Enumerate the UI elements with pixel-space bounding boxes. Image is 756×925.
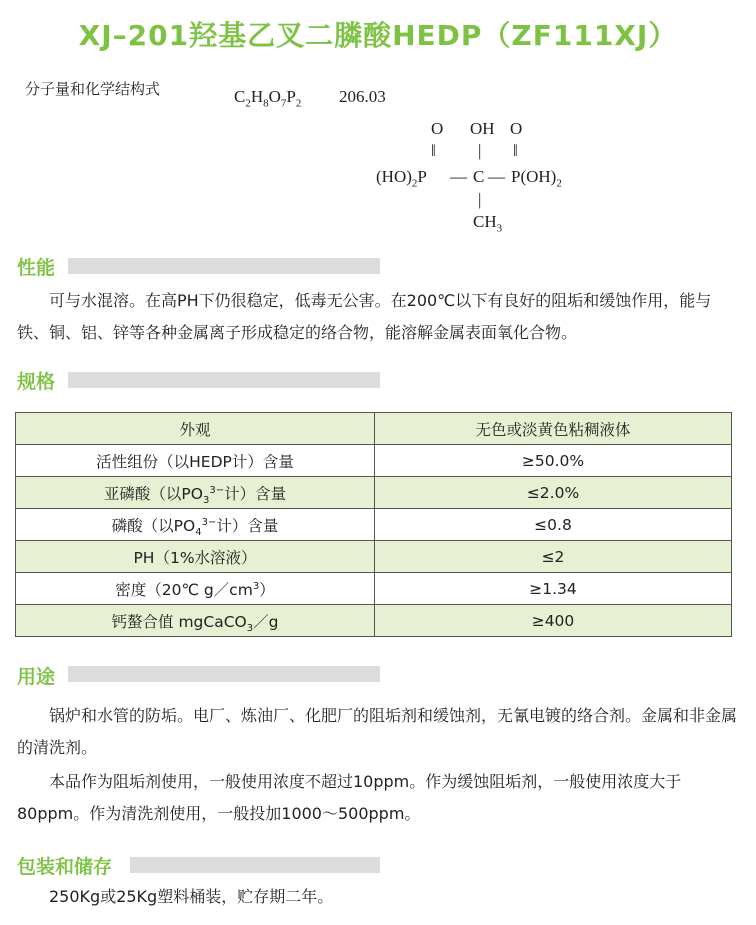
table-row xyxy=(16,445,732,477)
struct-right-group: $P(OH)_2$ xyxy=(511,167,562,190)
spec-name: PH（1%水溶液） xyxy=(16,541,375,573)
heading-usage: 用途 xyxy=(17,666,56,688)
heading-packaging: 包装和储存 xyxy=(17,856,113,878)
struct-oh-top: OH xyxy=(470,119,495,138)
product-title: XJ–201羟基乙叉二膦酸HEDP（ZF111XJ） xyxy=(78,19,678,52)
struct-o-right: O xyxy=(510,119,523,138)
spec-name: 活性组份（以HEDP计）含量 xyxy=(16,445,375,477)
table-row xyxy=(16,477,732,509)
struct-o-left: O xyxy=(431,119,444,138)
table-row xyxy=(16,541,732,573)
spec-value: 无色或淡黄色粘稠液体 xyxy=(375,413,732,445)
spec-name: 亚磷酸（以$PO_3^{3-}$计）含量 xyxy=(16,477,375,509)
spec-value: ≥400 xyxy=(375,605,732,637)
heading-bar-specs xyxy=(68,372,380,388)
struct-dash-left: — xyxy=(450,167,467,186)
spec-table xyxy=(15,412,732,637)
spec-name: 钙螯合值 mgCaCO$_3$／g xyxy=(16,605,375,637)
spec-value: ≤0.8 xyxy=(375,509,732,541)
structural-formula xyxy=(370,112,620,242)
formula-label: 分子量和化学结构式 xyxy=(25,80,161,98)
struct-bond-left: ‖ xyxy=(431,141,436,160)
molecular-formula: $C_2H_8O_7P_2$ xyxy=(234,87,302,110)
molecular-weight: 206.03 xyxy=(339,87,386,106)
struct-carbon: C xyxy=(473,167,485,186)
spec-name: 外观 xyxy=(16,413,375,445)
spec-value: ≥50.0% xyxy=(375,445,732,477)
heading-specs: 规格 xyxy=(17,371,56,393)
struct-bond-bottom: | xyxy=(478,190,482,209)
spec-value: ≥1.34 xyxy=(375,573,732,605)
table-row xyxy=(16,509,732,541)
struct-methyl: $CH_3$ xyxy=(473,212,503,235)
packaging-text: 250Kg或25Kg塑料桶装，贮存期二年。 xyxy=(49,887,334,906)
table-row xyxy=(16,413,732,445)
table-row xyxy=(16,605,732,637)
spec-value: ≤2 xyxy=(375,541,732,573)
spec-name: 密度（20℃ $g/cm^3$） xyxy=(16,573,375,605)
properties-text: 可与水混溶。在高PH下仍很稳定，低毒无公害。在200℃以下有良好的阻垢和缓蚀作用，能与铁、铜、铝、锌等各种金属离子形成稳定的络合物，能溶解金属表面氧化合物。 xyxy=(17,291,712,342)
usage-text-2: 本品作为阻垢剂使用，一般使用浓度不超过10ppm。作为缓蚀阻垢剂，一般使用浓度大于80ppm。作为清洗剂使用，一般投加1000～500ppm。 xyxy=(17,772,682,823)
heading-bar-packaging xyxy=(130,857,380,873)
struct-dash-right: — xyxy=(488,167,505,186)
usage-text-1: 锅炉和水管的防垢。电厂、炼油厂、化肥厂的阻垢剂和缓蚀剂，无氰电镀的络合剂。金属和非金属的清洗剂。 xyxy=(17,706,738,757)
table-row xyxy=(16,573,732,605)
spec-name: 磷酸（以$PO_4^{3-}$计）含量 xyxy=(16,509,375,541)
heading-bar-properties xyxy=(68,258,380,274)
heading-bar-usage xyxy=(68,666,380,682)
struct-bond-top: | xyxy=(478,141,482,160)
heading-properties: 性能 xyxy=(17,257,56,279)
spec-value: ≤2.0% xyxy=(375,477,732,509)
struct-left-group: $(HO)_2P$ xyxy=(376,167,427,190)
struct-bond-right: ‖ xyxy=(513,141,518,160)
